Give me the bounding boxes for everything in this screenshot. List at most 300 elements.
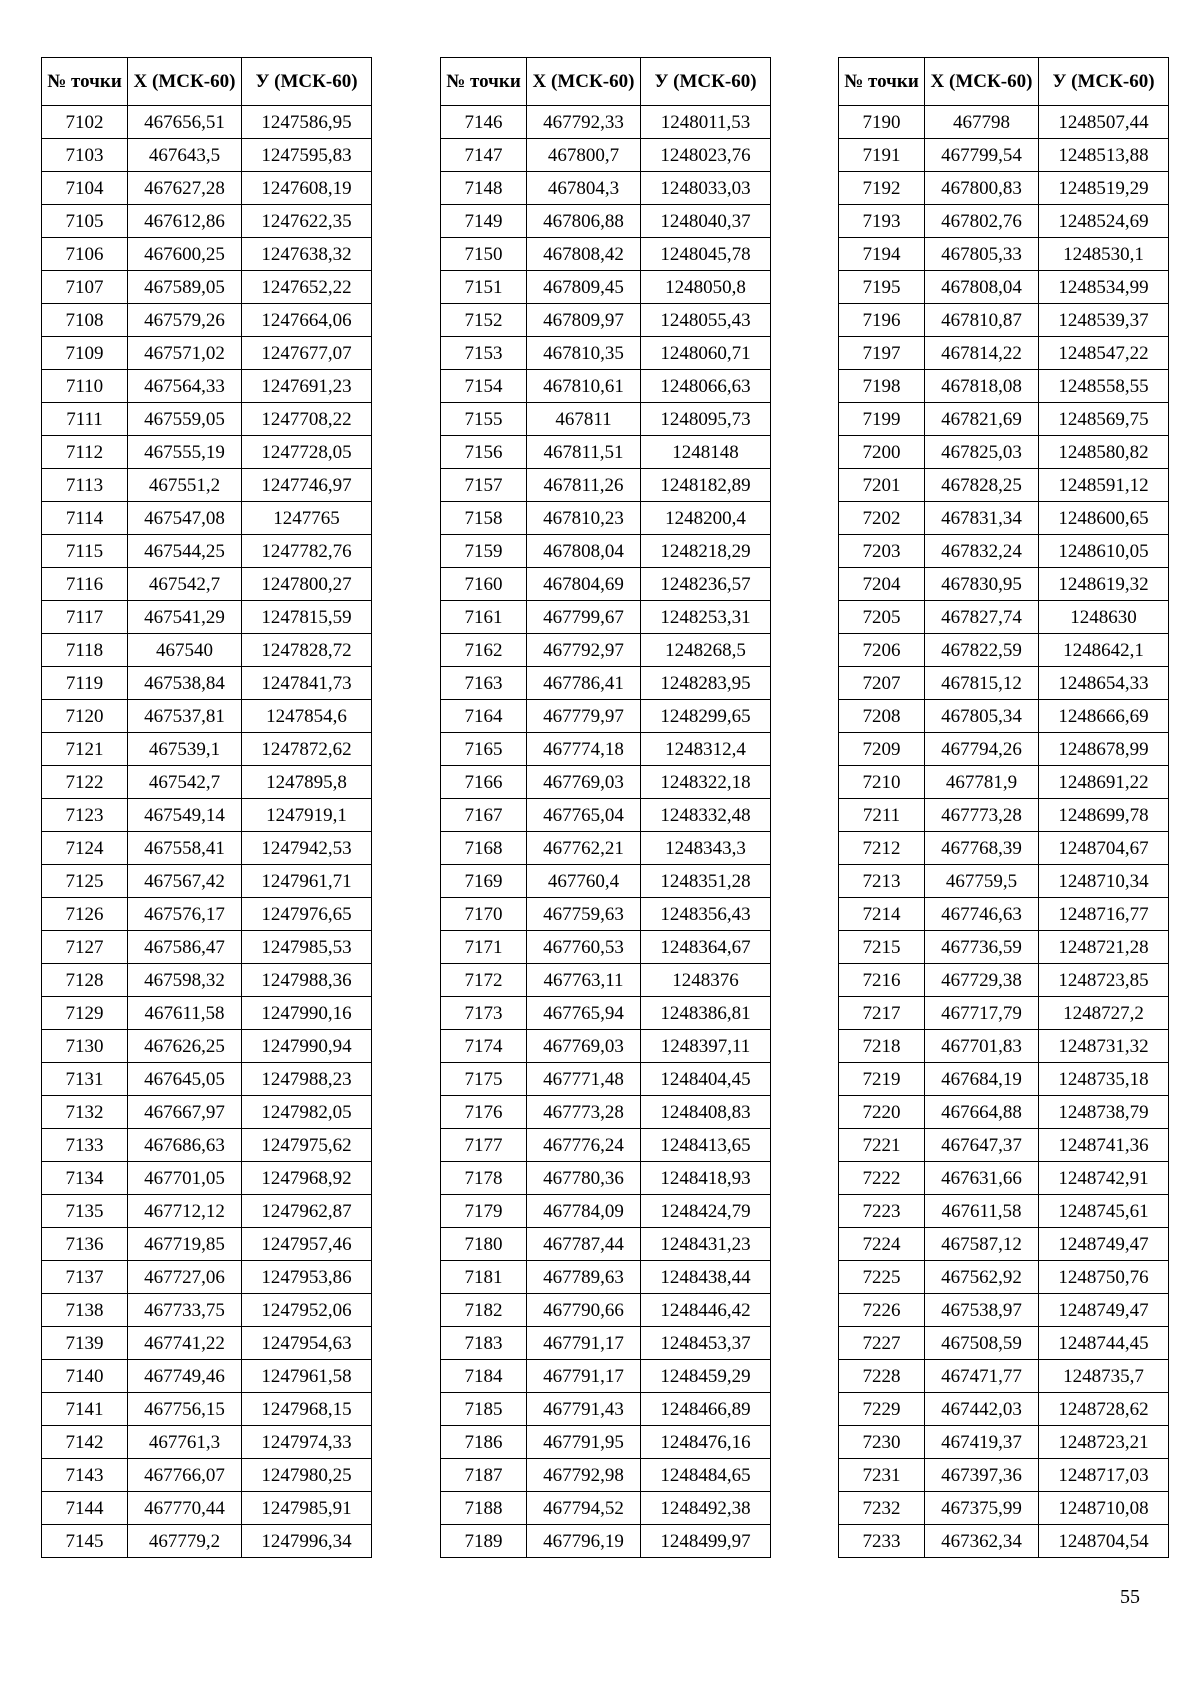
cell-point-number: 7157: [441, 469, 527, 502]
cell-y: 1247980,25: [242, 1459, 372, 1492]
cell-x: 467805,34: [925, 700, 1039, 733]
cell-point-number: 7109: [42, 337, 128, 370]
table-row: [441, 1492, 771, 1525]
cell-y: 1248666,69: [1039, 700, 1169, 733]
cell-point-number: 7177: [441, 1129, 527, 1162]
cell-y: 1248023,76: [641, 139, 771, 172]
table-row: [42, 1426, 372, 1459]
cell-y: 1248283,95: [641, 667, 771, 700]
cell-x: 467759,63: [527, 898, 641, 931]
cell-x: 467802,76: [925, 205, 1039, 238]
table-row: [441, 931, 771, 964]
cell-x: 467811,26: [527, 469, 641, 502]
table-row: [42, 370, 372, 403]
table-row: [839, 1492, 1169, 1525]
cell-y: 1248539,37: [1039, 304, 1169, 337]
cell-point-number: 7212: [839, 832, 925, 865]
cell-x: 467559,05: [128, 403, 242, 436]
cell-point-number: 7125: [42, 865, 128, 898]
cell-y: 1247765: [242, 502, 372, 535]
table-row: [839, 106, 1169, 139]
cell-y: 1248492,38: [641, 1492, 771, 1525]
cell-y: 1248749,47: [1039, 1294, 1169, 1327]
cell-x: 467811,51: [527, 436, 641, 469]
cell-point-number: 7202: [839, 502, 925, 535]
cell-y: 1248011,53: [641, 106, 771, 139]
table-row: [839, 733, 1169, 766]
table-row: [839, 601, 1169, 634]
cell-y: 1248745,61: [1039, 1195, 1169, 1228]
table-row: [441, 304, 771, 337]
table-row: [441, 172, 771, 205]
table-row: [42, 700, 372, 733]
cell-y: 1248033,03: [641, 172, 771, 205]
cell-point-number: 7112: [42, 436, 128, 469]
cell-x: 467544,25: [128, 535, 242, 568]
cell-x: 467763,11: [527, 964, 641, 997]
cell-point-number: 7206: [839, 634, 925, 667]
cell-x: 467792,97: [527, 634, 641, 667]
cell-y: 1248741,36: [1039, 1129, 1169, 1162]
cell-x: 467798: [925, 106, 1039, 139]
table-row: [441, 1030, 771, 1063]
cell-x: 467818,08: [925, 370, 1039, 403]
table-row: [441, 502, 771, 535]
cell-point-number: 7208: [839, 700, 925, 733]
cell-x: 467600,25: [128, 238, 242, 271]
cell-y: 1247953,86: [242, 1261, 372, 1294]
cell-y: 1248678,99: [1039, 733, 1169, 766]
cell-x: 467792,98: [527, 1459, 641, 1492]
cell-y: 1247985,53: [242, 931, 372, 964]
cell-x: 467809,97: [527, 304, 641, 337]
cell-y: 1248717,03: [1039, 1459, 1169, 1492]
cell-point-number: 7225: [839, 1261, 925, 1294]
header-row: [839, 58, 1169, 106]
cell-point-number: 7150: [441, 238, 527, 271]
table-row: [839, 1525, 1169, 1558]
header-x: Х (МСК-60): [925, 58, 1039, 106]
cell-x: 467832,24: [925, 535, 1039, 568]
page-number: 55: [1120, 1586, 1140, 1608]
cell-point-number: 7106: [42, 238, 128, 271]
cell-point-number: 7113: [42, 469, 128, 502]
table-row: [839, 139, 1169, 172]
cell-x: 467765,94: [527, 997, 641, 1030]
cell-point-number: 7154: [441, 370, 527, 403]
cell-x: 467611,58: [128, 997, 242, 1030]
table-row: [441, 1459, 771, 1492]
table-row: [42, 535, 372, 568]
cell-x: 467765,04: [527, 799, 641, 832]
cell-y: 1248654,33: [1039, 667, 1169, 700]
cell-x: 467800,7: [527, 139, 641, 172]
cell-y: 1248519,29: [1039, 172, 1169, 205]
cell-y: 1248466,89: [641, 1393, 771, 1426]
cell-x: 467776,24: [527, 1129, 641, 1162]
cell-y: 1248332,48: [641, 799, 771, 832]
cell-x: 467537,81: [128, 700, 242, 733]
cell-y: 1247782,76: [242, 535, 372, 568]
cell-x: 467796,19: [527, 1525, 641, 1558]
cell-x: 467542,7: [128, 766, 242, 799]
cell-y: 1247954,63: [242, 1327, 372, 1360]
table-row: [441, 1096, 771, 1129]
table-row: [839, 403, 1169, 436]
cell-y: 1247976,65: [242, 898, 372, 931]
table-row: [839, 238, 1169, 271]
table-row: [441, 1228, 771, 1261]
table-row: [441, 1426, 771, 1459]
cell-x: 467375,99: [925, 1492, 1039, 1525]
cell-point-number: 7131: [42, 1063, 128, 1096]
table-row: [839, 1162, 1169, 1195]
cell-x: 467741,22: [128, 1327, 242, 1360]
cell-y: 1247595,83: [242, 139, 372, 172]
cell-point-number: 7231: [839, 1459, 925, 1492]
table-row: [42, 1129, 372, 1162]
cell-point-number: 7158: [441, 502, 527, 535]
cell-point-number: 7152: [441, 304, 527, 337]
header-x: Х (МСК-60): [527, 58, 641, 106]
table-row: [42, 1162, 372, 1195]
cell-x: 467781,9: [925, 766, 1039, 799]
cell-y: 1248749,47: [1039, 1228, 1169, 1261]
cell-y: 1248744,45: [1039, 1327, 1169, 1360]
cell-x: 467667,97: [128, 1096, 242, 1129]
cell-point-number: 7180: [441, 1228, 527, 1261]
cell-x: 467727,06: [128, 1261, 242, 1294]
cell-y: 1248148: [641, 436, 771, 469]
cell-x: 467786,41: [527, 667, 641, 700]
table-row: [839, 964, 1169, 997]
cell-y: 1248476,16: [641, 1426, 771, 1459]
cell-y: 1247691,23: [242, 370, 372, 403]
cell-x: 467686,63: [128, 1129, 242, 1162]
table-row: [441, 865, 771, 898]
table-row: [441, 535, 771, 568]
table-row: [839, 1294, 1169, 1327]
table-row: [42, 172, 372, 205]
cell-x: 467774,18: [527, 733, 641, 766]
cell-point-number: 7120: [42, 700, 128, 733]
cell-x: 467733,75: [128, 1294, 242, 1327]
cell-y: 1247872,62: [242, 733, 372, 766]
cell-y: 1248600,65: [1039, 502, 1169, 535]
cell-point-number: 7137: [42, 1261, 128, 1294]
cell-x: 467598,32: [128, 964, 242, 997]
cell-point-number: 7178: [441, 1162, 527, 1195]
cell-point-number: 7153: [441, 337, 527, 370]
cell-point-number: 7160: [441, 568, 527, 601]
cell-point-number: 7139: [42, 1327, 128, 1360]
cell-x: 467769,03: [527, 766, 641, 799]
cell-x: 467612,86: [128, 205, 242, 238]
cell-y: 1247638,32: [242, 238, 372, 271]
cell-point-number: 7165: [441, 733, 527, 766]
cell-point-number: 7117: [42, 601, 128, 634]
table-row: [42, 1030, 372, 1063]
cell-point-number: 7173: [441, 997, 527, 1030]
table-row: [441, 733, 771, 766]
cell-y: 1248710,08: [1039, 1492, 1169, 1525]
cell-point-number: 7228: [839, 1360, 925, 1393]
cell-y: 1248710,34: [1039, 865, 1169, 898]
cell-point-number: 7204: [839, 568, 925, 601]
cell-x: 467626,25: [128, 1030, 242, 1063]
cell-y: 1248200,4: [641, 502, 771, 535]
cell-point-number: 7110: [42, 370, 128, 403]
cell-y: 1248723,85: [1039, 964, 1169, 997]
table-row: [839, 1129, 1169, 1162]
cell-point-number: 7124: [42, 832, 128, 865]
cell-point-number: 7155: [441, 403, 527, 436]
cell-y: 1247961,71: [242, 865, 372, 898]
table-row: [42, 1492, 372, 1525]
cell-y: 1248642,1: [1039, 634, 1169, 667]
cell-point-number: 7136: [42, 1228, 128, 1261]
cell-x: 467814,22: [925, 337, 1039, 370]
cell-point-number: 7159: [441, 535, 527, 568]
table-row: [42, 436, 372, 469]
cell-point-number: 7108: [42, 304, 128, 337]
cell-x: 467419,37: [925, 1426, 1039, 1459]
cell-point-number: 7187: [441, 1459, 527, 1492]
table-row: [839, 304, 1169, 337]
cell-point-number: 7192: [839, 172, 925, 205]
table-row: [839, 271, 1169, 304]
header-y: У (МСК-60): [242, 58, 372, 106]
cell-point-number: 7168: [441, 832, 527, 865]
cell-x: 467749,46: [128, 1360, 242, 1393]
table-row: [441, 1327, 771, 1360]
table-row: [839, 898, 1169, 931]
cell-y: 1248735,7: [1039, 1360, 1169, 1393]
cell-point-number: 7167: [441, 799, 527, 832]
cell-point-number: 7230: [839, 1426, 925, 1459]
table-row: [42, 667, 372, 700]
cell-x: 467790,66: [527, 1294, 641, 1327]
cell-x: 467791,17: [527, 1360, 641, 1393]
cell-point-number: 7189: [441, 1525, 527, 1558]
cell-x: 467794,26: [925, 733, 1039, 766]
cell-x: 467701,05: [128, 1162, 242, 1195]
cell-point-number: 7201: [839, 469, 925, 502]
table-row: [839, 1261, 1169, 1294]
cell-x: 467804,69: [527, 568, 641, 601]
coords-table-3: [838, 57, 1169, 1558]
cell-x: 467539,1: [128, 733, 242, 766]
cell-point-number: 7211: [839, 799, 925, 832]
cell-y: 1247952,06: [242, 1294, 372, 1327]
cell-point-number: 7213: [839, 865, 925, 898]
table-row: [441, 898, 771, 931]
header-point-number: № точки: [42, 58, 128, 106]
cell-point-number: 7226: [839, 1294, 925, 1327]
cell-point-number: 7133: [42, 1129, 128, 1162]
cell-point-number: 7126: [42, 898, 128, 931]
cell-x: 467789,63: [527, 1261, 641, 1294]
table-row: [441, 634, 771, 667]
cell-y: 1247962,87: [242, 1195, 372, 1228]
cell-y: 1248424,79: [641, 1195, 771, 1228]
cell-x: 467760,4: [527, 865, 641, 898]
cell-x: 467541,29: [128, 601, 242, 634]
cell-x: 467538,84: [128, 667, 242, 700]
cell-point-number: 7183: [441, 1327, 527, 1360]
cell-point-number: 7203: [839, 535, 925, 568]
cell-point-number: 7143: [42, 1459, 128, 1492]
cell-point-number: 7123: [42, 799, 128, 832]
cell-x: 467555,19: [128, 436, 242, 469]
cell-y: 1248343,3: [641, 832, 771, 865]
table-row: [441, 1360, 771, 1393]
cell-y: 1248534,99: [1039, 271, 1169, 304]
table-row: [42, 1195, 372, 1228]
cell-x: 467804,3: [527, 172, 641, 205]
table-row: [441, 1261, 771, 1294]
cell-x: 467538,97: [925, 1294, 1039, 1327]
cell-y: 1248066,63: [641, 370, 771, 403]
table-row: [42, 634, 372, 667]
table-row: [441, 832, 771, 865]
cell-point-number: 7217: [839, 997, 925, 1030]
cell-x: 467701,83: [925, 1030, 1039, 1063]
table-row: [839, 799, 1169, 832]
cell-point-number: 7218: [839, 1030, 925, 1063]
cell-y: 1248569,75: [1039, 403, 1169, 436]
cell-point-number: 7182: [441, 1294, 527, 1327]
cell-x: 467508,59: [925, 1327, 1039, 1360]
cell-x: 467810,87: [925, 304, 1039, 337]
cell-x: 467806,88: [527, 205, 641, 238]
cell-point-number: 7181: [441, 1261, 527, 1294]
table-row: [839, 1228, 1169, 1261]
cell-point-number: 7130: [42, 1030, 128, 1063]
cell-x: 467712,12: [128, 1195, 242, 1228]
cell-x: 467547,08: [128, 502, 242, 535]
cell-point-number: 7128: [42, 964, 128, 997]
cell-y: 1248397,11: [641, 1030, 771, 1063]
cell-y: 1248438,44: [641, 1261, 771, 1294]
cell-x: 467586,47: [128, 931, 242, 964]
table-row: [839, 667, 1169, 700]
table-row: [441, 370, 771, 403]
table-row: [42, 106, 372, 139]
cell-point-number: 7222: [839, 1162, 925, 1195]
cell-y: 1248484,65: [641, 1459, 771, 1492]
cell-point-number: 7197: [839, 337, 925, 370]
cell-y: 1248312,4: [641, 733, 771, 766]
cell-y: 1247664,06: [242, 304, 372, 337]
table-row: [839, 766, 1169, 799]
cell-x: 467761,3: [128, 1426, 242, 1459]
cell-x: 467542,7: [128, 568, 242, 601]
table-row: [839, 832, 1169, 865]
cell-x: 467827,74: [925, 601, 1039, 634]
cell-y: 1247895,8: [242, 766, 372, 799]
cell-y: 1248507,44: [1039, 106, 1169, 139]
cell-y: 1248530,1: [1039, 238, 1169, 271]
table-row: [42, 997, 372, 1030]
cell-point-number: 7198: [839, 370, 925, 403]
cell-point-number: 7191: [839, 139, 925, 172]
table-row: [42, 469, 372, 502]
cell-y: 1248413,65: [641, 1129, 771, 1162]
cell-x: 467773,28: [527, 1096, 641, 1129]
cell-x: 467362,34: [925, 1525, 1039, 1558]
table-row: [42, 337, 372, 370]
table-row: [839, 1360, 1169, 1393]
cell-y: 1248742,91: [1039, 1162, 1169, 1195]
table-row: [42, 1294, 372, 1327]
cell-point-number: 7209: [839, 733, 925, 766]
cell-y: 1248513,88: [1039, 139, 1169, 172]
cell-x: 467830,95: [925, 568, 1039, 601]
cell-point-number: 7175: [441, 1063, 527, 1096]
table-row: [839, 469, 1169, 502]
table-row: [42, 568, 372, 601]
cell-y: 1248218,29: [641, 535, 771, 568]
cell-y: 1247728,05: [242, 436, 372, 469]
cell-y: 1248691,22: [1039, 766, 1169, 799]
header-x: Х (МСК-60): [128, 58, 242, 106]
table-row: [42, 1228, 372, 1261]
table-row: [42, 1360, 372, 1393]
cell-y: 1248704,54: [1039, 1525, 1169, 1558]
cell-point-number: 7188: [441, 1492, 527, 1525]
cell-x: 467810,35: [527, 337, 641, 370]
cell-y: 1248704,67: [1039, 832, 1169, 865]
cell-point-number: 7190: [839, 106, 925, 139]
table-row: [839, 931, 1169, 964]
table-row: [42, 502, 372, 535]
cell-x: 467780,36: [527, 1162, 641, 1195]
cell-y: 1248459,29: [641, 1360, 771, 1393]
cell-x: 467571,02: [128, 337, 242, 370]
cell-y: 1248619,32: [1039, 568, 1169, 601]
cell-point-number: 7176: [441, 1096, 527, 1129]
table-row: [839, 865, 1169, 898]
cell-y: 1248356,43: [641, 898, 771, 931]
cell-point-number: 7114: [42, 502, 128, 535]
cell-y: 1248060,71: [641, 337, 771, 370]
cell-y: 1247961,58: [242, 1360, 372, 1393]
table-row: [441, 139, 771, 172]
cell-point-number: 7104: [42, 172, 128, 205]
table-row: [839, 997, 1169, 1030]
table-row: [441, 403, 771, 436]
cell-point-number: 7162: [441, 634, 527, 667]
cell-point-number: 7219: [839, 1063, 925, 1096]
cell-x: 467643,5: [128, 139, 242, 172]
cell-x: 467799,67: [527, 601, 641, 634]
table-row: [441, 1393, 771, 1426]
table-row: [839, 1393, 1169, 1426]
cell-x: 467779,2: [128, 1525, 242, 1558]
cell-y: 1248268,5: [641, 634, 771, 667]
cell-y: 1247708,22: [242, 403, 372, 436]
cell-y: 1247996,34: [242, 1525, 372, 1558]
cell-y: 1248721,28: [1039, 931, 1169, 964]
table-row: [839, 568, 1169, 601]
cell-y: 1247652,22: [242, 271, 372, 304]
cell-point-number: 7216: [839, 964, 925, 997]
table-row: [42, 733, 372, 766]
table-row: [441, 799, 771, 832]
cell-y: 1248431,23: [641, 1228, 771, 1261]
table-row: [441, 1195, 771, 1228]
